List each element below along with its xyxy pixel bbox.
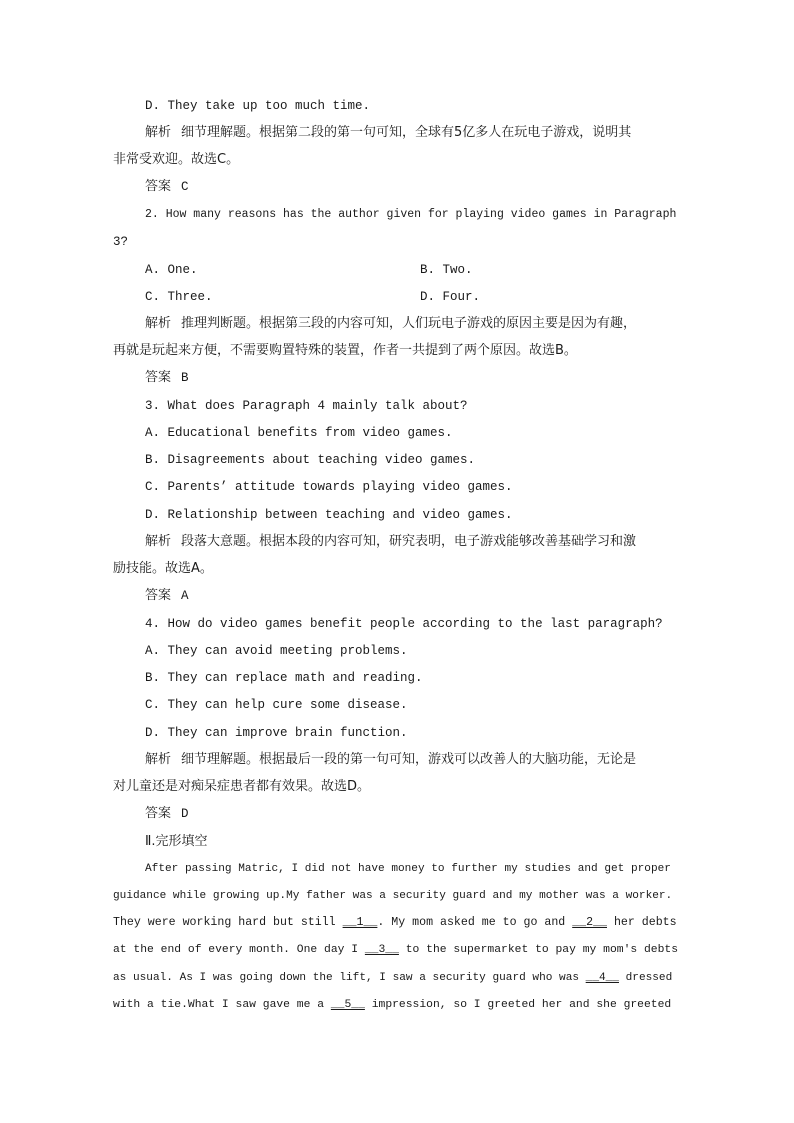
q4-option-d: D. They can improve brain function. (145, 726, 408, 740)
blank-2[interactable]: __2__ (572, 916, 607, 929)
answer-label: 答案 (145, 370, 172, 385)
blank-3[interactable]: __3__ (364, 944, 399, 956)
cloze-text: . My mom asked me to go and (377, 916, 573, 929)
analysis-label: 解析 (145, 534, 172, 549)
blank-1[interactable]: __1__ (342, 916, 378, 929)
q3-analysis-line2: 励技能。故选A。 (113, 561, 213, 576)
q3-analysis-line1 (145, 533, 636, 551)
q2-analysis-line2: 再就是玩起来方便，不需要购置特殊的装置，作者一共提到了两个原因。故选B。 (113, 343, 577, 358)
cloze-text: to the supermarket to pay my mom's debts (398, 944, 679, 956)
analysis-label: 解析 (145, 316, 172, 331)
cloze-line2: guidance while growing up.My father was a security guard and my mother was a worker. (113, 890, 673, 902)
q4-option-a: A. They can avoid meeting problems. (145, 644, 408, 658)
q2-option-c: C. Three. (145, 290, 213, 304)
analysis-label: 解析 (145, 125, 172, 140)
q2-stem-line2: 3? (113, 235, 129, 249)
q4-answer (145, 805, 189, 823)
analysis-text: 推理判断题。根据第三段的内容可知，人们玩电子游戏的原因主要是因为有趣， (181, 316, 637, 331)
cloze-line3 (113, 914, 677, 932)
q1-option-d: D. They take up too much time. (145, 99, 371, 113)
cloze-line6 (113, 996, 671, 1014)
q2-analysis-line1 (145, 315, 636, 333)
answer-value: B (181, 371, 189, 385)
q2-option-a: A. One. (145, 263, 198, 277)
q3-answer (145, 587, 189, 605)
q4-option-c: C. They can help cure some disease. (145, 698, 408, 712)
cloze-text: her debts (607, 916, 677, 929)
cloze-text: impression, so I greeted her and she greeted (364, 999, 672, 1011)
answer-label: 答案 (145, 588, 172, 603)
answer-label: 答案 (145, 179, 172, 194)
blank-5[interactable]: __5__ (330, 999, 365, 1011)
q2-stem-line1: 2. How many reasons has the author given for playing video games in Paragraph (145, 208, 677, 221)
cloze-text: as usual. As I was going down the lift, I saw a security guard who was (113, 972, 586, 984)
cloze-text: with a tie.What I saw gave me a (113, 999, 331, 1011)
section-heading: Ⅱ.完形填空 (145, 834, 208, 849)
analysis-text: 细节理解题。根据第二段的第一句可知，全球有5亿多人在玩电子游戏，说明其 (181, 125, 632, 140)
analysis-text: 段落大意题。根据本段的内容可知，研究表明，电子游戏能够改善基础学习和激 (181, 534, 637, 549)
q1-analysis-line1 (145, 124, 680, 142)
q1-answer (145, 178, 189, 196)
q3-option-b: B. Disagreements about teaching video games. (145, 453, 476, 467)
q4-analysis-line2: 对儿童还是对痴呆症患者都有效果。故选D。 (113, 779, 371, 794)
q3-stem: 3. What does Paragraph 4 mainly talk about? (145, 399, 468, 413)
q1-analysis-line2: 非常受欢迎。故选C。 (113, 152, 240, 167)
q3-option-c: C. Parents’ attitude towards playing video games. (145, 480, 513, 494)
q4-option-b: B. They can replace math and reading. (145, 671, 423, 685)
blank-4[interactable]: __4__ (585, 972, 619, 984)
cloze-line5 (113, 969, 672, 987)
q2-option-b: B. Two. (420, 263, 473, 277)
answer-value: D (181, 807, 189, 821)
q2-option-d: D. Four. (420, 290, 481, 304)
answer-label: 答案 (145, 806, 172, 821)
cloze-text: at the end of every month. One day I (113, 944, 365, 956)
cloze-line1: After passing Matric, I did not have money to further my studies and get proper (145, 863, 671, 875)
q4-analysis-line1 (145, 751, 636, 769)
cloze-text: They were working hard but still (113, 916, 343, 929)
analysis-label: 解析 (145, 752, 172, 767)
answer-value: C (181, 180, 189, 194)
answer-value: A (181, 589, 189, 603)
cloze-text: dressed (618, 972, 673, 984)
analysis-text: 细节理解题。根据最后一段的第一句可知，游戏可以改善人的大脑功能，无论是 (181, 752, 637, 767)
q4-stem: 4. How do video games benefit people according to the last paragraph? (145, 617, 663, 631)
q3-option-a: A. Educational benefits from video games. (145, 426, 453, 440)
q2-answer (145, 369, 189, 387)
q3-option-d: D. Relationship between teaching and video games. (145, 508, 513, 522)
cloze-line4 (113, 941, 678, 959)
